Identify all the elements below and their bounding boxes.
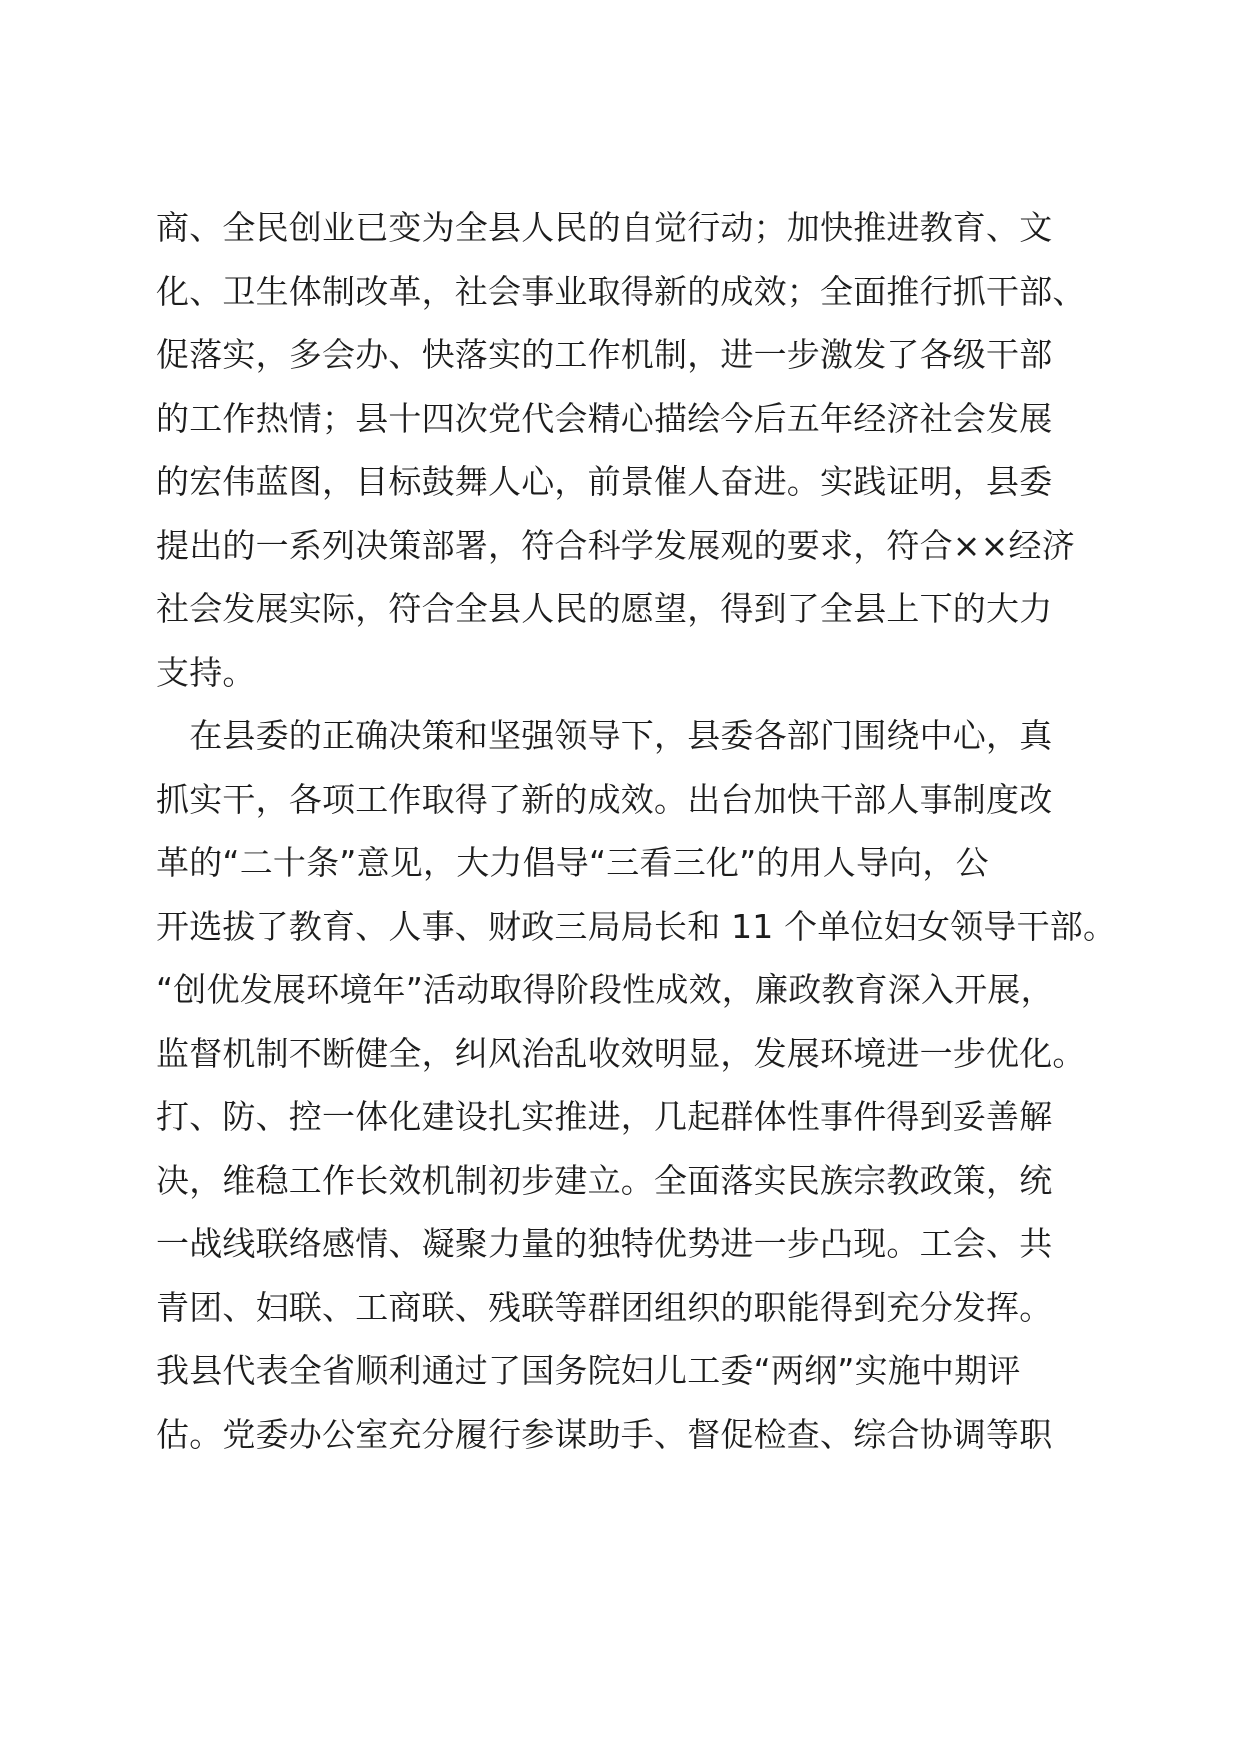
text-line: 打、防、控一体化建设扎实推进，几起群体性事件得到妥善解 <box>156 1097 1053 1136</box>
text-line: 估。党委办公室充分履行参谋助手、督促检查、综合协调等职 <box>156 1414 1053 1454</box>
text-line: 一战线联络感情、凝聚力量的独特优势进一步凸现。工会、共 <box>156 1224 1053 1263</box>
text-line: 商、全民创业已变为全县人民的自觉行动；加快推进教育、文 <box>156 208 1053 247</box>
text-line: 促落实，多会办、快落实的工作机制，进一步激发了各级干部 <box>156 335 1053 374</box>
text-line: 支持。 <box>156 652 256 692</box>
text-line: 决，维稳工作长效机制初步建立。全面落实民族宗教政策，统 <box>156 1160 1053 1200</box>
text-line: 青团、妇联、工商联、残联等群团组织的职能得到充分发挥。 <box>156 1287 1053 1327</box>
text-line: 社会发展实际，符合全县人民的愿望，得到了全县上下的大力 <box>156 589 1053 628</box>
text-line: “创优发展环境年”活动取得阶段性成效，廉政教育深入开展， <box>156 970 1054 1009</box>
body-text <box>156 196 1116 1466</box>
text-line: 的宏伟蓝图，目标鼓舞人心，前景催人奋进。实践证明，县委 <box>156 462 1053 501</box>
text-line: 监督机制不断健全，纠风治乱收效明显，发展环境进一步优化。 <box>156 1033 1086 1073</box>
text-line: 提出的一系列决策部署，符合科学发展观的要求，符合××经济 <box>156 525 1075 565</box>
text-line: 的工作热情；县十四次党代会精心描绘今后五年经济社会发展 <box>156 398 1053 438</box>
text-line: 我县代表全省顺利通过了国务院妇儿工委“两纲”实施中期评 <box>156 1351 1021 1390</box>
text-line: 开选拔了教育、人事、财政三局局长和 11 个单位妇女领导干部。 <box>156 906 1117 946</box>
text-line: 革的“二十条”意见，大力倡导“三看三化”的用人导向，公 <box>156 843 989 882</box>
text-line: 化、卫生体制改革，社会事业取得新的成效；全面推行抓干部、 <box>156 271 1086 311</box>
text-line: 抓实干，各项工作取得了新的成效。出台加快干部人事制度改 <box>156 779 1053 819</box>
text-line: 在县委的正确决策和坚强领导下，县委各部门围绕中心，真 <box>156 716 1053 755</box>
